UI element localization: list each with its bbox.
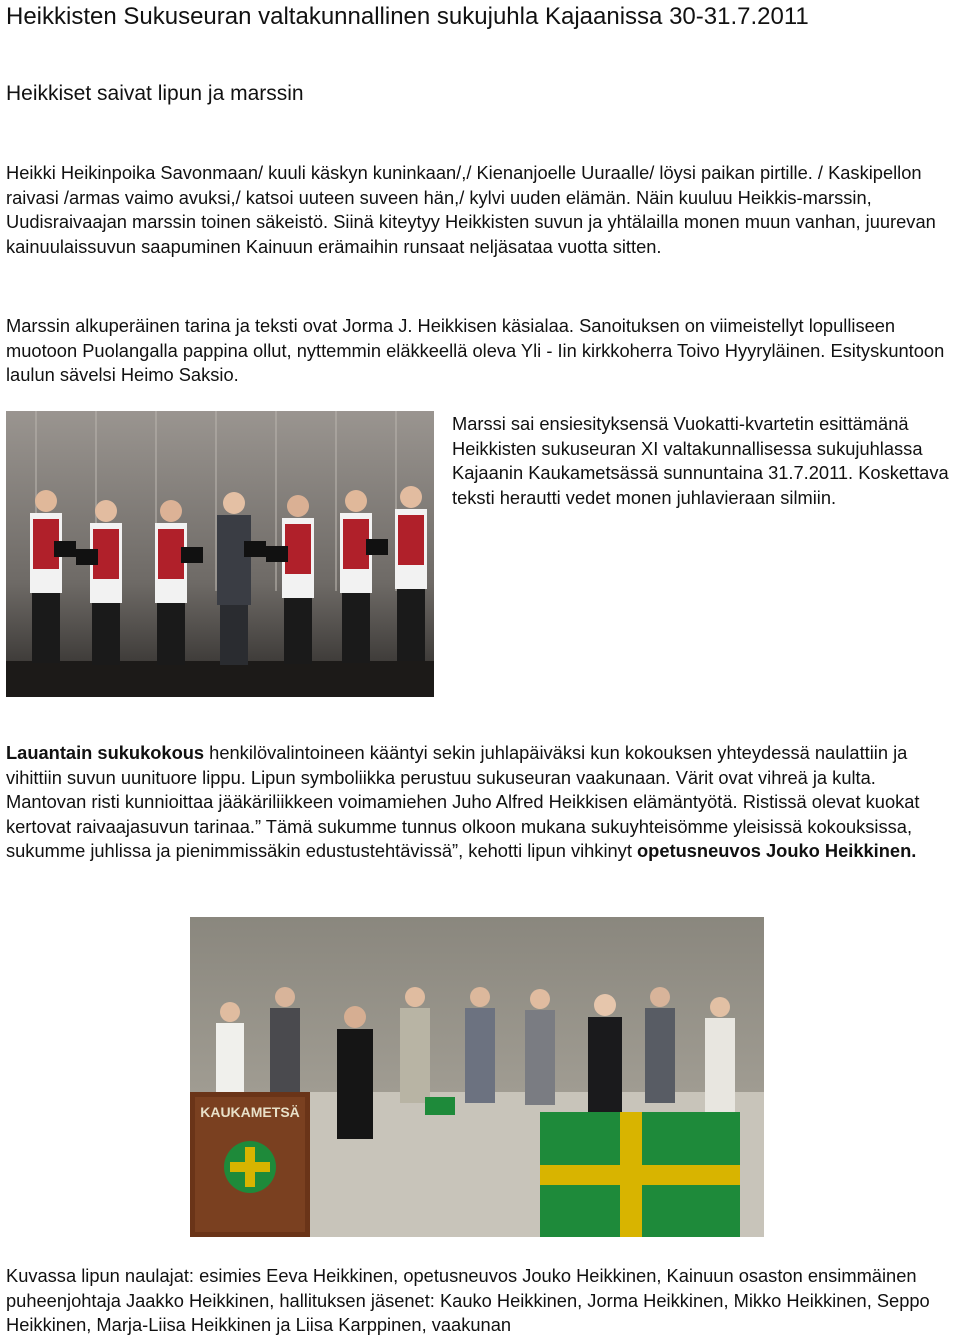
article-subtitle: Heikkiset saivat lipun ja marssin xyxy=(6,82,304,105)
paragraph-flag-tail: opetusneuvos Jouko Heikkinen. xyxy=(636,840,917,861)
paragraph-march-verse: Heikki Heikinpoika Savonmaan/ kuuli käskyn kuninkaan/,/ Kienanjoelle Uuraalle/ löysi paikan pirtille. / Kaskipellon raivasi /armas vaimo avuksi,/ katsoi uuteen suveen hän,/ kylvi uuden elämän. Näin kuuluu Heikkis-marssin, Uudisraivaajan marssin toinen säkeistö. Siinä kiteytyy Heikkisten suvun ja yhtälailla monen muun vanhan, juurevan kainuulaissuvun saapuminen Kainuun erämaihin runsaat neljäsataa vuotta sitten. xyxy=(6,162,936,257)
lectern-sign: KAUKAMETSÄ xyxy=(200,1104,300,1120)
choir-photo xyxy=(6,411,434,697)
paragraph-flag-lead: Lauantain sukukokous xyxy=(6,742,205,763)
photo-caption: Kuvassa lipun naulajat: esimies Eeva Heikkinen, opetusneuvos Jouko Heikkinen, Kainuun osaston ensimmäinen puheenjohtaja Jaakko Heikkinen, hallituksen jäsenet: Kauko Heikkinen, Jorma Heikkinen, Mikko Heikkinen, Seppo Heikkinen, Marja-Liisa Heikkinen ja Liisa Karppinen, vaakunan xyxy=(6,1265,930,1335)
lectern xyxy=(190,1092,310,1237)
choir-photo-image xyxy=(6,411,434,697)
flag-ceremony-photo xyxy=(190,917,764,1237)
paragraph-march-origin: Marssin alkuperäinen tarina ja teksti ovat Jorma J. Heikkisen käsialaa. Sanoituksen on viimeistellyt lopulliseen muotoon Puolangalla pappina ollut, nyttemmin eläkkeellä oleva Yli - Iin kirkkoherra Toivo Hyyryläinen. Esityskuntoon laulun sävelsi Heimo Saksio. xyxy=(6,315,945,385)
paragraph-flag-body: henkilövalintoineen kääntyi sekin juhlapäiväksi kun kokouksen yhteydessä naulattiin ja vihittiin suvun uunituore lippu. Lipun symboliikka perustuu sukuseuran vaakunaan. Värit ovat vihreä ja kulta. Mantovan risti kunnioittaa jääkäriliikkeen voimamiehen Juho Alfred Heikkisen elämäntyötä. Ristissä olevat kuokat kertovat raivaajasuvun tarinaa.” Tämä sukumme tunnus olkoon mukana sukuyhteisömme yleisissä kokouksissa, sukumme juhlissa ja pienimmissäkin edustustehtävissä”, kehotti lipun vihkinyt xyxy=(6,742,920,861)
ceremony-flag xyxy=(540,1112,740,1237)
paragraph-flag xyxy=(6,741,958,864)
page-title: Heikkisten Sukuseuran valtakunnallinen sukujuhla Kajaanissa 30-31.7.2011 xyxy=(6,3,809,30)
paragraph-premiere: Marssi sai ensiesityksensä Vuokatti-kvartetin esittämänä Heikkisten sukuseuran XI valtakunnallisessa sukujuhlassa Kajaanin Kaukametsässä sunnuntaina 31.7.2011. Koskettava teksti herautti vedet monen juhlavieraan silmiin. xyxy=(452,413,949,508)
flag-ceremony-image xyxy=(190,917,764,1237)
